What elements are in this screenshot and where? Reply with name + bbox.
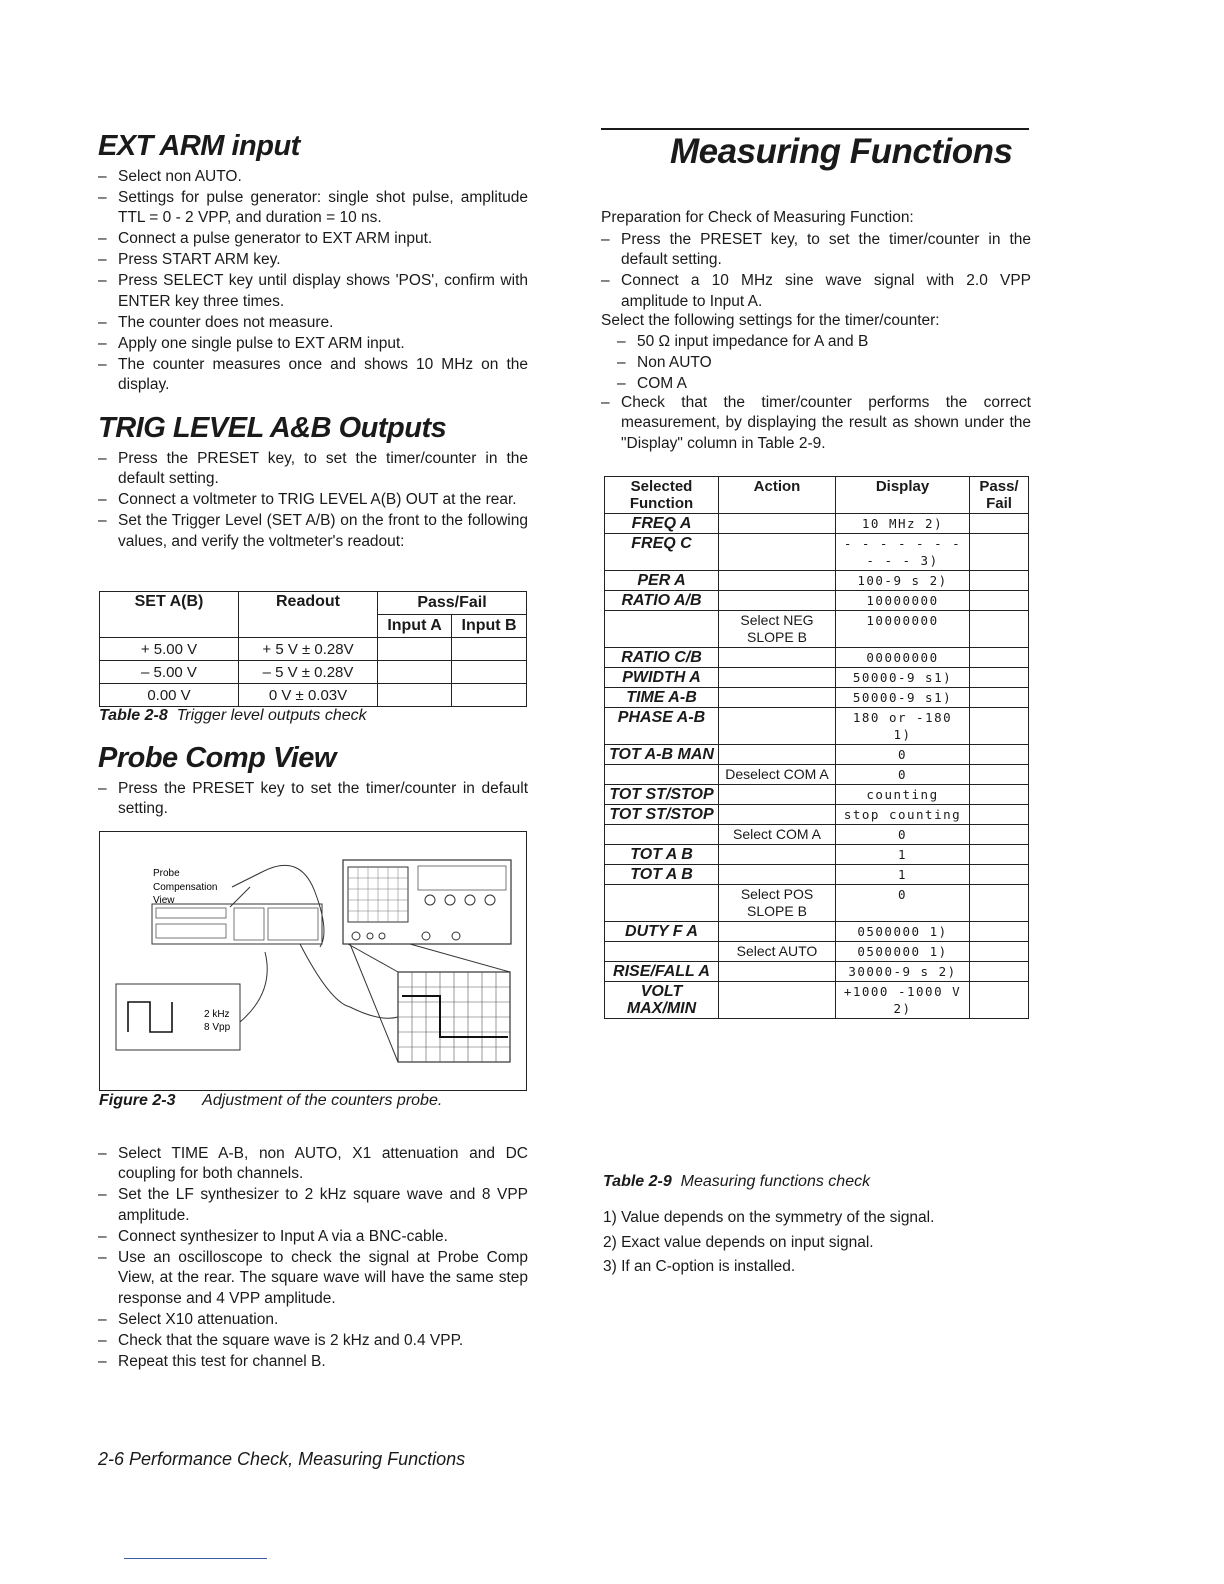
table-row (605, 805, 1029, 825)
pass-fail-cell (970, 885, 1029, 922)
action-cell (719, 514, 836, 534)
action-cell (719, 668, 836, 688)
list-item: – Settings for pulse generator: single shot pulse, amplitude TTL = 0 - 2 VPP, and duration = 10 ns. (98, 188, 528, 229)
table-cell: 0.00 V (100, 684, 239, 707)
table-row (605, 785, 1029, 805)
function-cell: TOT ST/STOP (605, 805, 719, 825)
list-item: – The counter measures once and shows 10 MHz on the display. (98, 355, 528, 396)
figure-label-vpp: 8 Vpp (204, 1022, 231, 1033)
page-footer: 2-6 Performance Check, Measuring Functions (98, 1449, 466, 1469)
table-row (100, 684, 527, 707)
display-cell: 100-9 s 2) (836, 571, 970, 591)
table-header: SET A(B) (100, 592, 239, 638)
pass-fail-cell (970, 845, 1029, 865)
function-cell: PWIDTH A (605, 668, 719, 688)
list-item: – Select TIME A-B, non AUTO, X1 attenuation and DC coupling for both channels. (98, 1144, 528, 1185)
action-cell (719, 688, 836, 708)
table-cell: 0 V ± 0.03V (239, 684, 378, 707)
list-item: – Press the PRESET key, to set the timer/counter in the default setting. (98, 449, 528, 490)
pass-fail-cell (970, 805, 1029, 825)
display-cell: 10000000 (836, 611, 970, 648)
pass-fail-cell (970, 708, 1029, 745)
table-cell: – 5.00 V (100, 661, 239, 684)
list-item: – Select non AUTO. (98, 167, 528, 187)
pass-fail-cell (970, 922, 1029, 942)
figure-label-compensation: Compensation (153, 882, 218, 893)
table-header: Action (719, 477, 836, 514)
function-cell: PHASE A-B (605, 708, 719, 745)
table-row (605, 845, 1029, 865)
display-cell: 1 (836, 865, 970, 885)
action-cell: Select NEG SLOPE B (719, 611, 836, 648)
function-cell: RATIO A/B (605, 591, 719, 611)
function-cell (605, 825, 719, 845)
footnotes (603, 1206, 934, 1280)
pass-fail-cell (970, 785, 1029, 805)
table-row (605, 962, 1029, 982)
probe-comp-heading: Probe Comp View (98, 742, 336, 774)
ext-arm-heading: EXT ARM input (98, 130, 300, 162)
display-cell: 50000-9 s1) (836, 668, 970, 688)
display-cell: 00000000 (836, 648, 970, 668)
table-row (605, 571, 1029, 591)
display-cell: 0 (836, 765, 970, 785)
table-row (605, 885, 1029, 922)
table-row (605, 514, 1029, 534)
function-cell: VOLT MAX/MIN (605, 982, 719, 1019)
display-cell: 50000-9 s1) (836, 688, 970, 708)
bottom-rule (124, 1558, 267, 1559)
display-cell: 0 (836, 885, 970, 922)
action-cell (719, 922, 836, 942)
pass-fail-cell (378, 684, 452, 707)
function-cell (605, 942, 719, 962)
function-cell (605, 611, 719, 648)
list-item: – COM A (617, 374, 1031, 394)
list-item: – Connect a 10 MHz sine wave signal with 2.0 VPP amplitude to Input A. (601, 271, 1031, 312)
table-row (605, 982, 1029, 1019)
function-cell: TOT A-B MAN (605, 745, 719, 765)
function-cell (605, 885, 719, 922)
pass-fail-cell (970, 534, 1029, 571)
table-row (605, 708, 1029, 745)
check-list (601, 393, 1031, 455)
action-cell: Select POS SLOPE B (719, 885, 836, 922)
table-2-9-caption: Table 2-9 Measuring functions check (603, 1173, 871, 1190)
table-cell: – 5 V ± 0.28V (239, 661, 378, 684)
function-cell: RATIO C/B (605, 648, 719, 668)
function-cell: DUTY F A (605, 922, 719, 942)
pass-fail-cell (970, 668, 1029, 688)
display-cell: 0 (836, 745, 970, 765)
function-cell: TOT A B (605, 865, 719, 885)
table-2-8-caption: Table 2-8 Trigger level outputs check (99, 707, 367, 724)
figure-label-probe: Probe (153, 868, 180, 879)
action-cell (719, 571, 836, 591)
display-cell: 30000-9 s 2) (836, 962, 970, 982)
figure-label-freq: 2 kHz (204, 1009, 230, 1020)
list-item: – Set the LF synthesizer to 2 kHz square wave and 8 VPP amplitude. (98, 1185, 528, 1226)
list-item: – Press SELECT key until display shows 'POS', confirm with ENTER key three times. (98, 271, 528, 312)
table-row (605, 591, 1029, 611)
list-item: – The counter does not measure. (98, 313, 528, 333)
list-item: – Set the Trigger Level (SET A/B) on the front to the following values, and verify the voltmeter's readout: (98, 511, 528, 552)
ext-arm-list (98, 167, 528, 396)
table-row (605, 942, 1029, 962)
measuring-functions-table (604, 476, 1029, 1019)
table-row (605, 688, 1029, 708)
pass-fail-cell (452, 684, 527, 707)
function-cell: FREQ A (605, 514, 719, 534)
function-cell: PER A (605, 571, 719, 591)
probe-diagram (100, 832, 526, 1090)
action-cell: Select AUTO (719, 942, 836, 962)
pass-fail-cell (970, 611, 1029, 648)
table-row (100, 638, 527, 661)
list-item: – 50 Ω input impedance for A and B (617, 332, 1031, 352)
pass-fail-cell (970, 865, 1029, 885)
table-header: Input B (452, 615, 527, 638)
list-item: – Check that the square wave is 2 kHz and 0.4 VPP. (98, 1331, 528, 1351)
pass-fail-cell (970, 745, 1029, 765)
list-item: – Select X10 attenuation. (98, 1310, 528, 1330)
pass-fail-cell (970, 591, 1029, 611)
trigger-level-table (99, 591, 527, 707)
display-cell: 1 (836, 845, 970, 865)
footnote: 3) If an C-option is installed. (603, 1258, 796, 1275)
function-cell: FREQ C (605, 534, 719, 571)
action-cell (719, 591, 836, 611)
pass-fail-cell (970, 825, 1029, 845)
function-cell (605, 765, 719, 785)
pass-fail-cell (970, 648, 1029, 668)
action-cell (719, 534, 836, 571)
pass-fail-cell (378, 661, 452, 684)
display-cell: 180 or -180 1) (836, 708, 970, 745)
probe-comp-list (98, 779, 528, 820)
list-item: – Repeat this test for channel B. (98, 1352, 528, 1372)
list-item: – Connect a voltmeter to TRIG LEVEL A(B) OUT at the rear. (98, 490, 528, 510)
table-row (605, 865, 1029, 885)
action-cell (719, 708, 836, 745)
table-row (605, 668, 1029, 688)
table-cell: + 5.00 V (100, 638, 239, 661)
settings-sub-list (617, 332, 1031, 395)
probe-figure (99, 831, 527, 1091)
display-cell: 10 MHz 2) (836, 514, 970, 534)
figure-label-view: View (153, 895, 175, 906)
display-cell: 0500000 1) (836, 922, 970, 942)
list-item: – Connect a pulse generator to EXT ARM input. (98, 229, 528, 249)
pass-fail-cell (970, 962, 1029, 982)
table-row (605, 611, 1029, 648)
action-cell (719, 982, 836, 1019)
list-item: – Check that the timer/counter performs the correct measurement, by displaying the result as shown under the "Display" column in Table 2-9. (601, 393, 1031, 454)
table-row (605, 825, 1029, 845)
table-row (605, 922, 1029, 942)
measuring-functions-heading: Measuring Functions (670, 132, 1013, 171)
pass-fail-cell (970, 514, 1029, 534)
footnote: 2) Exact value depends on input signal. (603, 1233, 874, 1251)
display-cell: 10000000 (836, 591, 970, 611)
figure-2-3-caption: Figure 2-3 Adjustment of the counters probe. (99, 1092, 443, 1109)
list-item: – Connect synthesizer to Input A via a BNC-cable. (98, 1227, 528, 1247)
table-row (605, 648, 1029, 668)
table-header: Selected Function (605, 477, 719, 514)
pass-fail-cell (452, 638, 527, 661)
table-row (605, 745, 1029, 765)
list-item: – Press the PRESET key, to set the timer/counter in the default setting. (601, 230, 1031, 271)
display-cell: - - - - - - - - - - 3) (836, 534, 970, 571)
intro-text: Preparation for Check of Measuring Function: (601, 209, 914, 226)
list-item: – Use an oscilloscope to check the signal at Probe Comp View, at the rear. The square wave will have the same step response and 4 VPP amplitude. (98, 1248, 528, 1309)
pass-fail-cell (970, 688, 1029, 708)
action-cell (719, 745, 836, 765)
trig-level-heading: TRIG LEVEL A&B Outputs (98, 412, 447, 444)
list-item: – Apply one single pulse to EXT ARM input. (98, 334, 528, 354)
table-cell: + 5 V ± 0.28V (239, 638, 378, 661)
pass-fail-cell (970, 765, 1029, 785)
table-header: Pass/ Fail (970, 477, 1029, 514)
action-cell (719, 805, 836, 825)
probe-comp-steps (98, 1144, 528, 1373)
action-cell (719, 648, 836, 668)
table-header: Input A (378, 615, 452, 638)
action-cell (719, 865, 836, 885)
function-cell: TOT ST/STOP (605, 785, 719, 805)
display-cell: 0 (836, 825, 970, 845)
table-row (605, 765, 1029, 785)
table-header: Pass/Fail (378, 592, 527, 615)
table-row (100, 661, 527, 684)
table-row (605, 534, 1029, 571)
list-item: – Press START ARM key. (98, 250, 528, 270)
pass-fail-cell (970, 982, 1029, 1019)
trig-level-list (98, 449, 528, 553)
action-cell (719, 962, 836, 982)
footnote: 1) Value depends on the symmetry of the signal. (603, 1209, 935, 1226)
display-cell: 0500000 1) (836, 942, 970, 962)
action-cell (719, 845, 836, 865)
action-cell: Deselect COM A (719, 765, 836, 785)
preparation-list (601, 230, 1031, 313)
select-settings-text: Select the following settings for the timer/counter: (601, 312, 940, 329)
table-header: Display (836, 477, 970, 514)
function-cell: TOT A B (605, 845, 719, 865)
pass-fail-cell (378, 638, 452, 661)
action-cell (719, 785, 836, 805)
list-item: – Non AUTO (617, 353, 1031, 373)
pass-fail-cell (970, 571, 1029, 591)
table-header: Readout (239, 592, 378, 638)
list-item: – Press the PRESET key to set the timer/counter in default setting. (98, 779, 528, 820)
action-cell: Select COM A (719, 825, 836, 845)
pass-fail-cell (970, 942, 1029, 962)
display-cell: +1000 -1000 V 2) (836, 982, 970, 1019)
function-cell: RISE/FALL A (605, 962, 719, 982)
pass-fail-cell (452, 661, 527, 684)
heading-rule (601, 128, 1029, 130)
function-cell: TIME A-B (605, 688, 719, 708)
display-cell: stop counting (836, 805, 970, 825)
display-cell: counting (836, 785, 970, 805)
